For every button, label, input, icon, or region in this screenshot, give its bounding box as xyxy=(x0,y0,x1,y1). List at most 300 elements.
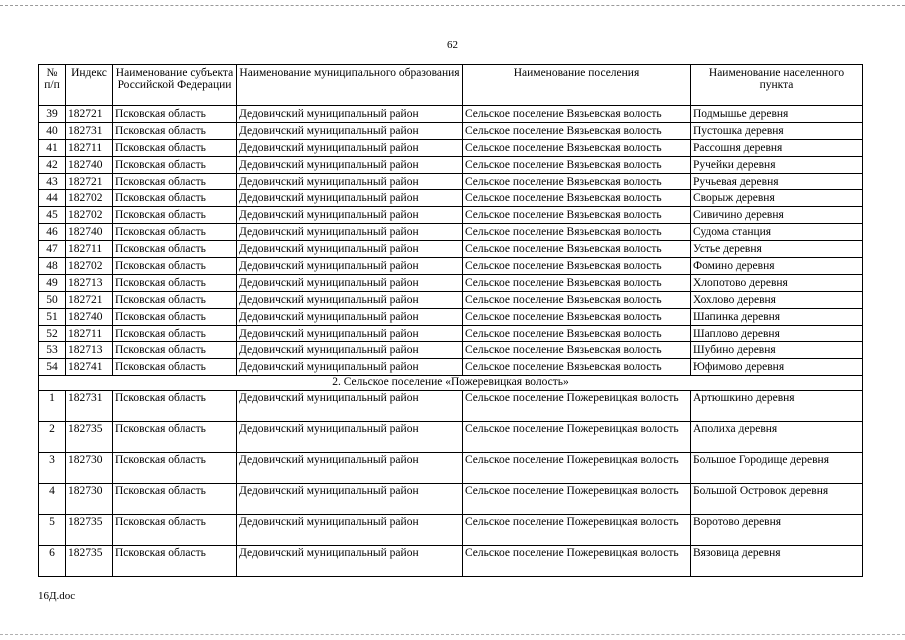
cell-municipal xyxy=(237,106,463,123)
scan-top-edge xyxy=(0,5,905,6)
cell-settlement xyxy=(463,241,691,258)
cell-index xyxy=(66,274,113,291)
cell-text: 182730 xyxy=(68,454,103,467)
cell-subject xyxy=(113,422,237,453)
cell-text: 6 xyxy=(49,547,55,560)
cell-municipal xyxy=(237,291,463,308)
cell-text: 5 xyxy=(49,516,55,529)
cell-locality xyxy=(691,190,863,207)
cell-text: Рассошня деревня xyxy=(693,141,783,154)
page-number: 62 xyxy=(447,39,458,51)
cell-locality xyxy=(691,422,863,453)
cell-text: Сворыж деревня xyxy=(693,192,775,205)
section-title: 2. Сельское поселение «Пожеревицкая волость» xyxy=(39,376,863,391)
cell-text: 1 xyxy=(49,392,55,405)
cell-municipal xyxy=(237,190,463,207)
cell-text: 48 xyxy=(46,260,58,273)
cell-index xyxy=(66,515,113,546)
cell-municipal xyxy=(237,515,463,546)
cell-num xyxy=(39,106,66,123)
cell-num xyxy=(39,484,66,515)
cell-index xyxy=(66,173,113,190)
table-row xyxy=(39,391,863,422)
cell-text: 182740 xyxy=(68,226,103,239)
cell-num xyxy=(39,546,66,577)
cell-text: 182702 xyxy=(68,192,103,205)
cell-text: 2 xyxy=(49,423,55,436)
cell-locality xyxy=(691,308,863,325)
cell-num xyxy=(39,122,66,139)
cell-text: Псковская область xyxy=(115,124,206,137)
cell-text: 47 xyxy=(46,243,58,256)
cell-locality xyxy=(691,258,863,275)
cell-locality xyxy=(691,453,863,484)
cell-subject xyxy=(113,342,237,359)
cell-subject xyxy=(113,391,237,422)
cell-locality xyxy=(691,139,863,156)
cell-municipal xyxy=(237,173,463,190)
cell-locality xyxy=(691,173,863,190)
cell-index xyxy=(66,291,113,308)
cell-index xyxy=(66,258,113,275)
cell-text: Дедовичский муниципальный район xyxy=(239,344,419,357)
scan-bottom-edge xyxy=(0,634,905,635)
cell-text: 45 xyxy=(46,209,58,222)
cell-text: Дедовичский муниципальный район xyxy=(239,226,419,239)
cell-text: Сельское поселение Вязьевская волость xyxy=(465,243,662,256)
cell-num xyxy=(39,224,66,241)
cell-municipal xyxy=(237,308,463,325)
cell-settlement xyxy=(463,515,691,546)
cell-text: Дедовичский муниципальный район xyxy=(239,276,419,289)
cell-text: Псковская область xyxy=(115,485,206,498)
cell-text: Дедовичский муниципальный район xyxy=(239,310,419,323)
cell-text: Дедовичский муниципальный район xyxy=(239,158,419,171)
cell-settlement xyxy=(463,546,691,577)
cell-municipal xyxy=(237,342,463,359)
cell-text: Дедовичский муниципальный район xyxy=(239,243,419,256)
cell-index xyxy=(66,241,113,258)
cell-municipal xyxy=(237,359,463,376)
cell-text: Хлопотово деревня xyxy=(693,276,788,289)
cell-subject xyxy=(113,156,237,173)
cell-text: Сельское поселение Вязьевская волость xyxy=(465,209,662,222)
cell-subject xyxy=(113,274,237,291)
cell-settlement xyxy=(463,122,691,139)
cell-num xyxy=(39,453,66,484)
cell-subject xyxy=(113,258,237,275)
cell-subject xyxy=(113,359,237,376)
cell-subject xyxy=(113,308,237,325)
table-row xyxy=(39,291,863,308)
header-subject: Наименование субъекта Российской Федерации xyxy=(113,65,237,106)
table-row xyxy=(39,190,863,207)
cell-settlement xyxy=(463,359,691,376)
cell-text: Дедовичский муниципальный район xyxy=(239,293,419,306)
cell-text: 44 xyxy=(46,192,58,205)
cell-text: Псковская область xyxy=(115,243,206,256)
cell-settlement xyxy=(463,156,691,173)
cell-index xyxy=(66,106,113,123)
cell-text: Сельское поселение Вязьевская волость xyxy=(465,327,662,340)
cell-subject xyxy=(113,139,237,156)
cell-text: 49 xyxy=(46,276,58,289)
cell-text: Шапинка деревня xyxy=(693,310,781,323)
cell-text: 182740 xyxy=(68,310,103,323)
cell-index xyxy=(66,342,113,359)
cell-text: Псковская область xyxy=(115,209,206,222)
cell-subject xyxy=(113,224,237,241)
table-row xyxy=(39,173,863,190)
table-body-pozherevitskaya xyxy=(39,391,863,577)
header-municipal: Наименование муниципального образования xyxy=(237,65,463,106)
cell-text: 53 xyxy=(46,344,58,357)
cell-municipal xyxy=(237,453,463,484)
cell-text: Дедовичский муниципальный район xyxy=(239,423,419,436)
cell-subject xyxy=(113,291,237,308)
cell-text: Псковская область xyxy=(115,276,206,289)
cell-num xyxy=(39,190,66,207)
cell-municipal xyxy=(237,224,463,241)
cell-locality xyxy=(691,342,863,359)
cell-index xyxy=(66,190,113,207)
cell-text: Сельское поселение Пожеревицкая волость xyxy=(465,547,679,560)
table-row xyxy=(39,484,863,515)
cell-settlement xyxy=(463,258,691,275)
cell-settlement xyxy=(463,453,691,484)
cell-text: Дедовичский муниципальный район xyxy=(239,175,419,188)
cell-municipal xyxy=(237,207,463,224)
cell-num xyxy=(39,156,66,173)
cell-text: Псковская область xyxy=(115,175,206,188)
cell-subject xyxy=(113,546,237,577)
cell-locality xyxy=(691,359,863,376)
cell-text: Псковская область xyxy=(115,516,206,529)
cell-text: 182702 xyxy=(68,260,103,273)
cell-text: Сельское поселение Вязьевская волость xyxy=(465,108,662,120)
cell-text: 182741 xyxy=(68,361,103,374)
cell-text: 54 xyxy=(46,361,58,374)
cell-locality xyxy=(691,274,863,291)
cell-subject xyxy=(113,241,237,258)
cell-index xyxy=(66,422,113,453)
cell-settlement xyxy=(463,190,691,207)
cell-text: 182730 xyxy=(68,485,103,498)
cell-text: 51 xyxy=(46,310,58,323)
table-section xyxy=(39,376,863,391)
cell-text: 182702 xyxy=(68,209,103,222)
cell-num xyxy=(39,308,66,325)
table-row xyxy=(39,308,863,325)
cell-text: Псковская область xyxy=(115,108,206,120)
table-row xyxy=(39,156,863,173)
cell-settlement xyxy=(463,325,691,342)
cell-municipal xyxy=(237,422,463,453)
cell-settlement xyxy=(463,422,691,453)
cell-municipal xyxy=(237,546,463,577)
cell-text: Сельское поселение Пожеревицкая волость xyxy=(465,423,679,436)
cell-index xyxy=(66,122,113,139)
table-row xyxy=(39,122,863,139)
cell-subject xyxy=(113,173,237,190)
cell-text: Хохлово деревня xyxy=(693,293,776,306)
cell-text: Вязовица деревня xyxy=(693,547,781,560)
cell-text: Дедовичский муниципальный район xyxy=(239,124,419,137)
cell-num xyxy=(39,325,66,342)
cell-index xyxy=(66,484,113,515)
cell-locality xyxy=(691,156,863,173)
cell-text: Дедовичский муниципальный район xyxy=(239,209,419,222)
cell-text: 182731 xyxy=(68,392,103,405)
cell-text: 182711 xyxy=(68,141,103,154)
footer-filename: 16Д.doc xyxy=(38,590,76,602)
cell-text: 182713 xyxy=(68,276,103,289)
table-row xyxy=(39,453,863,484)
cell-text: 182735 xyxy=(68,547,103,560)
cell-locality xyxy=(691,122,863,139)
section-row xyxy=(39,376,863,391)
table-row xyxy=(39,106,863,123)
cell-text: Сельское поселение Вязьевская волость xyxy=(465,158,662,171)
cell-subject xyxy=(113,484,237,515)
cell-index xyxy=(66,391,113,422)
cell-settlement xyxy=(463,106,691,123)
table-row xyxy=(39,258,863,275)
cell-text: 182711 xyxy=(68,327,103,340)
cell-text: Дедовичский муниципальный район xyxy=(239,361,419,374)
cell-text: Дедовичский муниципальный район xyxy=(239,108,419,120)
cell-municipal xyxy=(237,122,463,139)
cell-text: Сивичино деревня xyxy=(693,209,784,222)
cell-text: 3 xyxy=(49,454,55,467)
cell-settlement xyxy=(463,484,691,515)
cell-subject xyxy=(113,122,237,139)
header-num: № п/п xyxy=(39,65,66,106)
table-body-vyazevskaya xyxy=(39,106,863,376)
cell-locality xyxy=(691,291,863,308)
header-index: Индекс xyxy=(66,65,113,106)
cell-text: Аполиха деревня xyxy=(693,423,778,436)
cell-locality xyxy=(691,325,863,342)
cell-text: Большой Островок деревня xyxy=(693,485,829,498)
cell-text: Псковская область xyxy=(115,310,206,323)
cell-text: 182711 xyxy=(68,243,103,256)
cell-text: 4 xyxy=(49,485,55,498)
cell-text: Дедовичский муниципальный район xyxy=(239,141,419,154)
cell-text: Дедовичский муниципальный район xyxy=(239,547,419,560)
cell-subject xyxy=(113,207,237,224)
cell-text: Дедовичский муниципальный район xyxy=(239,454,419,467)
cell-index xyxy=(66,139,113,156)
cell-text: 46 xyxy=(46,226,58,239)
cell-index xyxy=(66,546,113,577)
cell-index xyxy=(66,325,113,342)
cell-text: 42 xyxy=(46,158,58,171)
cell-index xyxy=(66,359,113,376)
cell-num xyxy=(39,258,66,275)
cell-settlement xyxy=(463,391,691,422)
cell-text: Псковская область xyxy=(115,260,206,273)
cell-num xyxy=(39,515,66,546)
cell-text: Дедовичский муниципальный район xyxy=(239,516,419,529)
cell-subject xyxy=(113,515,237,546)
cell-text: Пустошка деревня xyxy=(693,124,784,137)
cell-locality xyxy=(691,515,863,546)
cell-text: Артюшкино деревня xyxy=(693,392,795,405)
cell-municipal xyxy=(237,258,463,275)
cell-text: Ручьевая деревня xyxy=(693,175,779,188)
cell-text: Сельское поселение Вязьевская волость xyxy=(465,260,662,273)
cell-num xyxy=(39,173,66,190)
cell-text: Сельское поселение Пожеревицкая волость xyxy=(465,392,679,405)
cell-municipal xyxy=(237,156,463,173)
cell-text: Псковская область xyxy=(115,423,206,436)
table-row xyxy=(39,241,863,258)
cell-subject xyxy=(113,190,237,207)
table-row xyxy=(39,359,863,376)
cell-municipal xyxy=(237,139,463,156)
cell-municipal xyxy=(237,325,463,342)
cell-text: 182731 xyxy=(68,124,103,137)
cell-index xyxy=(66,453,113,484)
cell-text: Ручейки деревня xyxy=(693,158,776,171)
cell-text: Воротово деревня xyxy=(693,516,782,529)
header-locality: Наименование населенного пункта xyxy=(691,65,863,106)
cell-text: Сельское поселение Вязьевская волость xyxy=(465,361,662,374)
cell-text: Судома станция xyxy=(693,226,772,239)
cell-num xyxy=(39,422,66,453)
cell-municipal xyxy=(237,274,463,291)
cell-subject xyxy=(113,106,237,123)
cell-locality xyxy=(691,391,863,422)
cell-text: Устье деревня xyxy=(693,243,762,256)
cell-text: Подмышье деревня xyxy=(693,108,789,120)
cell-num xyxy=(39,241,66,258)
cell-text: Псковская область xyxy=(115,361,206,374)
header-settlement: Наименование поселения xyxy=(463,65,691,106)
cell-text: 182740 xyxy=(68,158,103,171)
cell-num xyxy=(39,207,66,224)
cell-text: Псковская область xyxy=(115,344,206,357)
cell-text: Сельское поселение Вязьевская волость xyxy=(465,344,662,357)
cell-text: Псковская область xyxy=(115,454,206,467)
cell-municipal xyxy=(237,484,463,515)
cell-text: Дедовичский муниципальный район xyxy=(239,260,419,273)
cell-text: 182721 xyxy=(68,175,103,188)
cell-num xyxy=(39,391,66,422)
cell-settlement xyxy=(463,274,691,291)
cell-text: Псковская область xyxy=(115,547,206,560)
cell-settlement xyxy=(463,207,691,224)
table-row xyxy=(39,546,863,577)
cell-subject xyxy=(113,325,237,342)
cell-text: Сельское поселение Вязьевская волость xyxy=(465,226,662,239)
cell-settlement xyxy=(463,139,691,156)
settlements-table xyxy=(38,64,863,577)
cell-num xyxy=(39,139,66,156)
cell-settlement xyxy=(463,342,691,359)
cell-text: 182713 xyxy=(68,344,103,357)
table-row xyxy=(39,139,863,156)
cell-num xyxy=(39,274,66,291)
cell-text: 182721 xyxy=(68,108,103,120)
table-row xyxy=(39,274,863,291)
cell-text: Сельское поселение Вязьевская волость xyxy=(465,276,662,289)
cell-text: Фомино деревня xyxy=(693,260,775,273)
cell-text: 40 xyxy=(46,124,58,137)
cell-text: Псковская область xyxy=(115,226,206,239)
cell-text: 41 xyxy=(46,141,58,154)
cell-index xyxy=(66,156,113,173)
cell-settlement xyxy=(463,224,691,241)
cell-text: Сельское поселение Вязьевская волость xyxy=(465,141,662,154)
cell-locality xyxy=(691,207,863,224)
cell-locality xyxy=(691,484,863,515)
cell-locality xyxy=(691,106,863,123)
cell-text: 43 xyxy=(46,175,58,188)
cell-text: Большое Городище деревня xyxy=(693,454,829,467)
cell-text: Сельское поселение Пожеревицкая волость xyxy=(465,454,679,467)
cell-text: Дедовичский муниципальный район xyxy=(239,485,419,498)
table-row xyxy=(39,325,863,342)
cell-municipal xyxy=(237,391,463,422)
cell-text: Дедовичский муниципальный район xyxy=(239,192,419,205)
cell-text: Сельское поселение Пожеревицкая волость xyxy=(465,516,679,529)
cell-municipal xyxy=(237,241,463,258)
cell-index xyxy=(66,224,113,241)
cell-text: Сельское поселение Вязьевская волость xyxy=(465,293,662,306)
cell-num xyxy=(39,342,66,359)
cell-text: Псковская область xyxy=(115,327,206,340)
cell-text: Псковская область xyxy=(115,293,206,306)
cell-text: Сельское поселение Вязьевская волость xyxy=(465,192,662,205)
cell-text: Сельское поселение Пожеревицкая волость xyxy=(465,485,679,498)
cell-locality xyxy=(691,241,863,258)
cell-settlement xyxy=(463,173,691,190)
cell-text: Сельское поселение Вязьевская волость xyxy=(465,175,662,188)
cell-text: Сельское поселение Вязьевская волость xyxy=(465,310,662,323)
cell-text: 39 xyxy=(46,108,58,120)
cell-locality xyxy=(691,224,863,241)
cell-text: Псковская область xyxy=(115,192,206,205)
cell-settlement xyxy=(463,308,691,325)
cell-index xyxy=(66,207,113,224)
cell-text: Дедовичский муниципальный район xyxy=(239,392,419,405)
cell-text: 182721 xyxy=(68,293,103,306)
cell-text: Шубино деревня xyxy=(693,344,776,357)
table-row xyxy=(39,515,863,546)
cell-text: 182735 xyxy=(68,516,103,529)
cell-text: Юфимово деревня xyxy=(693,361,785,374)
cell-settlement xyxy=(463,291,691,308)
table-row xyxy=(39,342,863,359)
cell-text: Псковская область xyxy=(115,158,206,171)
table-row xyxy=(39,422,863,453)
cell-text: 52 xyxy=(46,327,58,340)
table-row xyxy=(39,224,863,241)
table-header-row xyxy=(39,65,863,106)
cell-text: Псковская область xyxy=(115,141,206,154)
cell-text: Шаплово деревня xyxy=(693,327,780,340)
cell-num xyxy=(39,359,66,376)
cell-index xyxy=(66,308,113,325)
cell-text: 182735 xyxy=(68,423,103,436)
cell-text: Дедовичский муниципальный район xyxy=(239,327,419,340)
cell-text: Псковская область xyxy=(115,392,206,405)
cell-num xyxy=(39,291,66,308)
cell-text: Сельское поселение Вязьевская волость xyxy=(465,124,662,137)
cell-subject xyxy=(113,453,237,484)
